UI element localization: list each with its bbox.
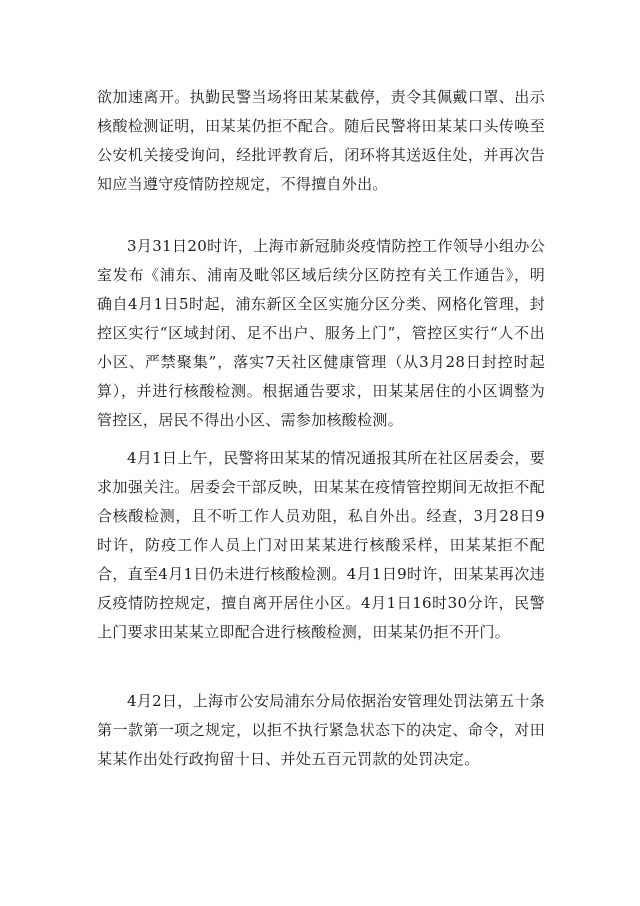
paragraph-penalty: 4月2日，上海市公安局浦东分局依据治安管理处罚法第五十条第一款第一项之规定，以拒不执行紧急状态下的决定、命令，对田某某作出处行政拘留十日、并处五百元罚款的处罚决定。: [97, 692, 545, 768]
paragraph-continuation: 欲加速离开。执勤民警当场将田某某截停，责令其佩戴口罩、出示核酸检测证明，田某某仍拒不配合。随后民警将田某某口头传唤至公安机关接受询问，经批评教育后，闭环将其送返住处，并再次告知应当遵守疫情防控规定，不得擅自外出。: [97, 88, 545, 193]
paragraph-investigation: 4月1日上午，民警将田某某的情况通报其所在社区居委会，要求加强关注。居委会干部反映，田某某在疫情管控期间无故拒不配合核酸检测，且不听工作人员劝阻，私自外出。经查，3月28日9时许，防疫工作人员上门对田某某进行核酸采样，田某某拒不配合，直至4月1日仍未进行核酸检测。4月1日9时许，田某某再次违反疫情防控规定，擅自离开居住小区。4月1日16时30分许，民警上门要求田某某立即配合进行核酸检测，田某某仍拒不开门。: [97, 449, 545, 641]
paragraph-notice: 3月31日20时许，上海市新冠肺炎疫情防控工作领导小组办公室发布《浦东、浦南及毗邻区域后续分区防控有关工作通告》，明确自4月1日5时起，浦东新区全区实施分区分类、网格化管理，封控区实行“区域封闭、足不出户、服务上门”，管控区实行“人不出小区、严禁聚集”，落实7天社区健康管理（从3月28日封控时起算），并进行核酸检测。根据通告要求，田某某居住的小区调整为管控区，居民不得出小区、需参加核酸检测。: [97, 237, 545, 429]
